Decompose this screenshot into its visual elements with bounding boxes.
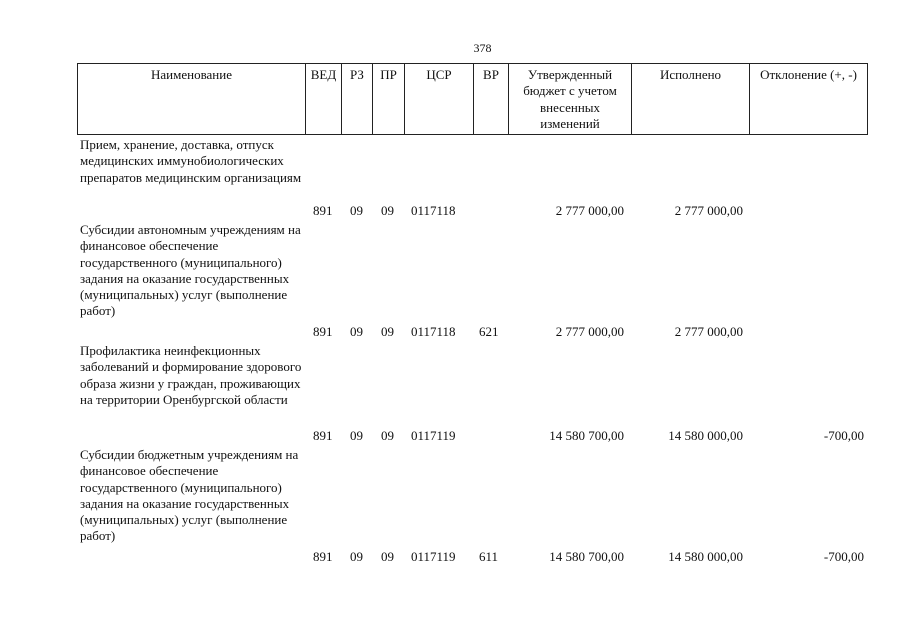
header-ved: ВЕД xyxy=(306,64,342,134)
row-rz: 09 xyxy=(350,323,363,339)
row-ved: 891 xyxy=(313,427,333,443)
table-row xyxy=(0,222,905,340)
table-header xyxy=(77,63,868,135)
row-pr: 09 xyxy=(381,202,394,218)
header-budget: Утвержденный бюджет с учетом внесенных изменений xyxy=(509,64,632,134)
header-vr: ВР xyxy=(474,64,509,134)
row-pr: 09 xyxy=(381,323,394,339)
row-rz: 09 xyxy=(350,202,363,218)
table-row xyxy=(0,137,905,219)
row-name: Субсидии бюджетным учреждениям на финансовое обеспечение государственного (муниципального) задания на оказание государственных (муниципальных) услуг (выполнение работ) xyxy=(80,447,299,544)
header-rz: РЗ xyxy=(342,64,373,134)
header-name: Наименование xyxy=(78,64,306,134)
table-row xyxy=(0,447,905,565)
row-executed: 2 777 000,00 xyxy=(674,323,743,339)
row-deviation: -700,00 xyxy=(823,427,864,443)
row-budget: 14 580 700,00 xyxy=(549,548,624,564)
row-budget: 2 777 000,00 xyxy=(555,323,624,339)
row-rz: 09 xyxy=(350,427,363,443)
row-ved: 891 xyxy=(313,548,333,564)
row-executed: 14 580 000,00 xyxy=(668,548,743,564)
row-rz: 09 xyxy=(350,548,363,564)
header-csr: ЦСР xyxy=(405,64,474,134)
header-executed: Исполнено xyxy=(632,64,750,134)
row-pr: 09 xyxy=(381,548,394,564)
row-pr: 09 xyxy=(381,427,394,443)
row-name: Субсидии автономным учреждениям на финансовое обеспечение государственного (муниципального) задания на оказание государственных (муниципальных) услуг (выполнение работ) xyxy=(80,222,301,319)
table-row xyxy=(0,343,905,444)
row-vr: 611 xyxy=(479,548,499,564)
row-name: Прием, хранение, доставка, отпуск медицинских иммунобиологических препаратов медицинским организациям xyxy=(80,137,302,185)
row-csr: 0117119 xyxy=(411,427,456,443)
page-number: 378 xyxy=(473,41,492,55)
row-ved: 891 xyxy=(313,323,333,339)
header-deviation: Отклонение (+, -) xyxy=(760,67,857,82)
row-budget: 2 777 000,00 xyxy=(555,202,624,218)
row-executed: 14 580 000,00 xyxy=(668,427,743,443)
row-ved: 891 xyxy=(313,202,333,218)
row-budget: 14 580 700,00 xyxy=(549,427,624,443)
row-deviation: -700,00 xyxy=(823,548,864,564)
row-csr: 0117118 xyxy=(411,323,456,339)
row-name: Профилактика неинфекционных заболеваний и формирование здорового образа жизни у граждан, проживающих на территории Оренбургской области xyxy=(80,343,302,407)
row-csr: 0117118 xyxy=(411,202,456,218)
row-csr: 0117119 xyxy=(411,548,456,564)
row-vr: 621 xyxy=(479,323,499,339)
header-pr: ПР xyxy=(373,64,405,134)
row-executed: 2 777 000,00 xyxy=(674,202,743,218)
